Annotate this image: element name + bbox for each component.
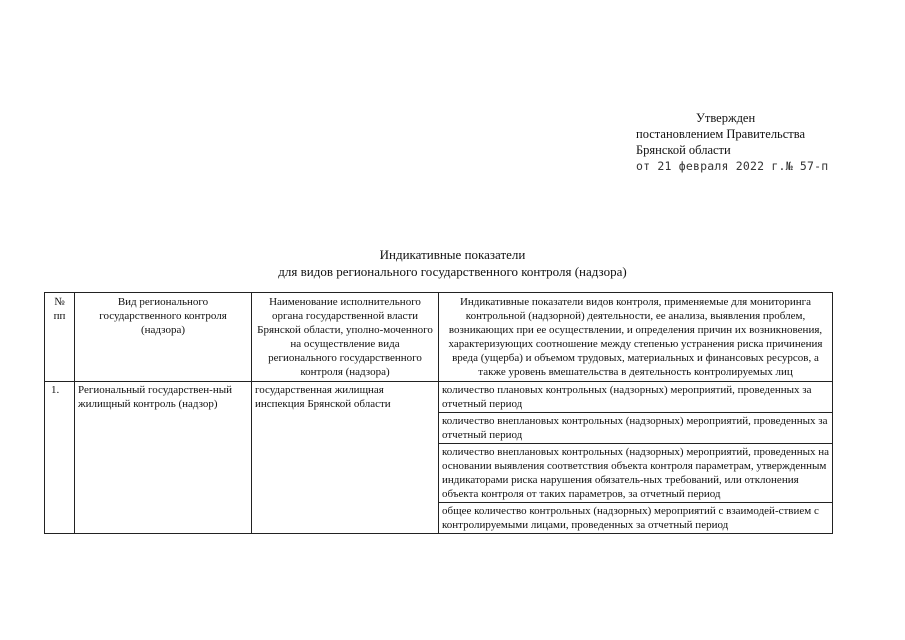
approval-stamp bbox=[636, 110, 886, 174]
document-title-line-1: Индикативные показатели bbox=[379, 247, 526, 262]
approval-date: от 21 февраля 2022 г.№ 57-п bbox=[636, 159, 829, 173]
approval-authority: постановлением Правительства bbox=[636, 127, 806, 141]
table-row bbox=[45, 382, 833, 413]
header-control-kind bbox=[75, 293, 252, 382]
header-indicators bbox=[439, 293, 833, 382]
header-number-text: № пп bbox=[53, 296, 66, 322]
indicator-item: количество внеплановых контрольных (надзорных) мероприятий, проведенных за отчетный период bbox=[439, 413, 833, 444]
indicator-item: общее количество контрольных (надзорных) мероприятий с взаимодей-ствием с контролируемыми лицами, проведенных за отчетный период bbox=[439, 503, 833, 534]
row-control-kind: Региональный государствен-ный жилищный контроль (надзор) bbox=[75, 382, 252, 534]
header-indicators-text: Индикативные показатели видов контроля, применяемые для мониторинга контрольной (надзорной) деятельности, ее анализа, выявления проблем, возникающих при ее осуществлении, и определения причин их возникновения, характеризующих соотношение между степенью устранения риска причинения вреда (ущерба) и объемом трудовых, материальных и финансовых ресурсов, а также уровень вмешательства в деятельность контролируемых лиц bbox=[448, 296, 823, 378]
document-title-line-2: для видов регионального государственного контроля (надзора) bbox=[278, 264, 627, 279]
table-header-row bbox=[45, 293, 833, 382]
row-number: 1. bbox=[45, 382, 75, 534]
header-control-kind-text: Вид регионального государственного контроля (надзора) bbox=[99, 296, 227, 336]
document-title bbox=[0, 246, 905, 280]
header-number bbox=[45, 293, 75, 382]
approval-region: Брянской области bbox=[636, 143, 731, 157]
approval-title: Утвержден bbox=[696, 111, 756, 125]
header-authority bbox=[252, 293, 439, 382]
row-authority: государственная жилищная инспекция Брянской области bbox=[252, 382, 439, 534]
header-authority-text: Наименование исполнительного органа государственной власти Брянской области, уполно-моченного на осуществление вида регионального государственного контроля (надзора) bbox=[257, 296, 433, 378]
indicators-table bbox=[44, 292, 833, 534]
indicator-item: количество внеплановых контрольных (надзорных) мероприятий, проведенных на основании выявления соответствия объекта контроля параметрам, утвержденным индикаторами риска нарушения обязатель-ных требований, или отклонения объекта контроля от таких параметров, за отчетный период bbox=[439, 444, 833, 503]
indicator-item: количество плановых контрольных (надзорных) мероприятий, проведенных за отчетный период bbox=[439, 382, 833, 413]
